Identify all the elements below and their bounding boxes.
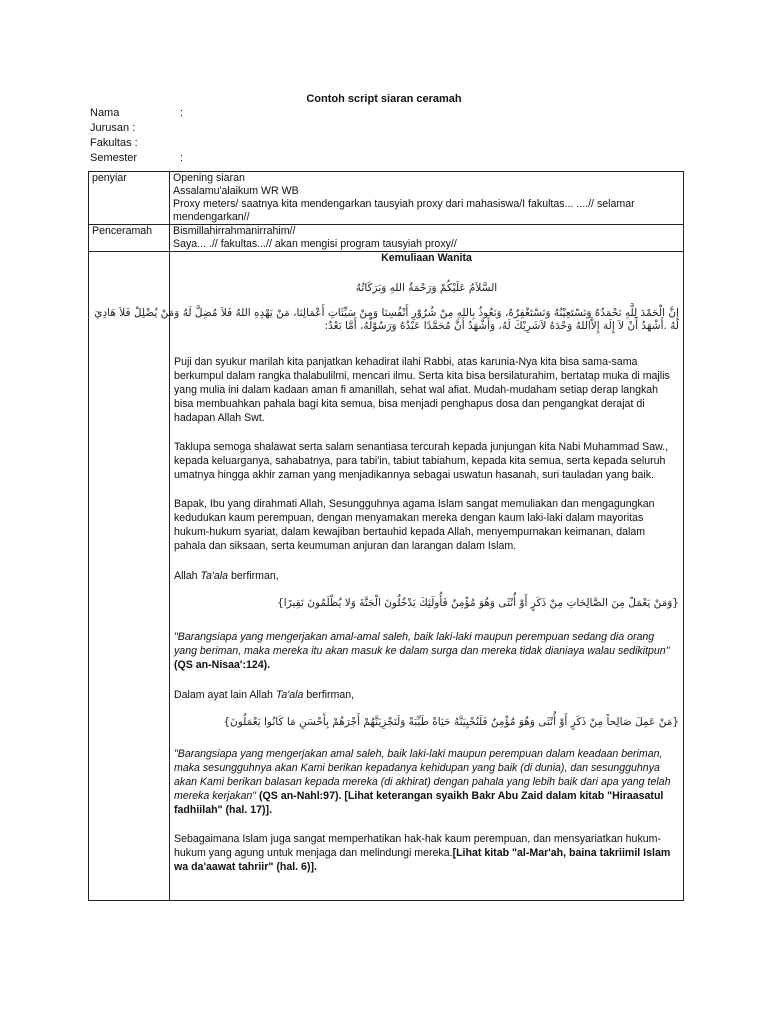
info-label: Semester (90, 152, 138, 164)
info-label: Jurusan (90, 122, 130, 134)
quote-2-ref: (QS an-Nahl:97). [Lihat keterangan syaikh Bakr Abu Zaid dalam kitab "Hiraasatul fadhiilah" (hal. 17)]. (174, 790, 664, 816)
info-fakultas (90, 136, 138, 151)
student-info (90, 106, 184, 166)
paragraph-6 (174, 832, 679, 874)
p4-post: berfirman, (228, 570, 279, 582)
role-cell: penyiar (89, 172, 170, 225)
info-label: Fakultas (90, 137, 132, 149)
script-line: Saya... .// fakultas...// akan mengisi program tausyiah proxy// (173, 238, 457, 250)
quote-2 (174, 747, 679, 817)
info-sep: : (134, 137, 138, 149)
p5-italic: Ta'ala (275, 689, 304, 701)
info-sep: : (132, 122, 136, 134)
p6-ref: [Lihat kitab "al-Mar'ah, baina takriimil Islam wa da'aawat tahriir" (hal. 6)]. (174, 847, 671, 873)
paragraph-5 (174, 688, 679, 702)
script-cell (170, 225, 684, 252)
p4-pre: Allah (174, 570, 201, 582)
arabic-ayah-1: {وَمَنْ يَعْمَلْ مِنَ الصَّالِحَاتِ مِنْ ذَكَرٍ أَوْ أُنْثَى وَهُوَ مُؤْمِنٌ فَأُولَئِكَ يَدْخُلُونَ الْجَنَّةَ وَلا يُظْلَمُونَ نَقِيرًا} (277, 597, 679, 609)
script-line: Bismillahirrahmanirrahim// (173, 225, 296, 237)
info-label: Nama (90, 107, 120, 119)
paragraph-1: Puji dan syukur marilah kita panjatkan kehadirat ilahi Rabbi, atas karunia-Nya kita bisa sama-sama berkumpul dalam rangka thalabulilmi, mencari ilmu. Serta kita bisa bersilaturahim, bertatap muka di majlis yang mulia ini dalam kadaan aman fi amanillah, sehat wal afiat. Mudah-mudaham setiap derap langkah bisa membuahkan pahala bagi kita semua, bisa menjadi penghapus dosa dan pengangkat derajat di hadapan Allah Swt. (174, 356, 670, 424)
row-content (89, 252, 684, 901)
script-line: Proxy meters/ saatnya kita mendengarkan tausyiah proxy dari mahasiswa/I fakultas... ....// selamar (173, 198, 635, 210)
script-line: mendengarkan// (173, 211, 250, 223)
quote-1-text: "Barangsiapa yang mengerjakan amal-amal saleh, baik laki-laki maupun perempuan sedang dia orang yang beriman, maka mereka itu akan masuk ke dalam surga dan mereka tidak dianiaya walau sedikitpun" (174, 631, 670, 657)
info-sep: : (180, 107, 184, 119)
arabic-khutbah-line-2: لَهُ .أَشْهَدُ أَنْ لاَ إِلَهَ إِلاَّاللهُ وَحْدَهُ لاَشَرِيْكَ لَهُ، وَأَشْهَدُ أَنَّ مُحَمَّدًا عَبْدُهُ وَرَسُوْلُهُ، أَمَّا بَعْدُ: (324, 320, 679, 332)
info-jurusan (90, 121, 138, 136)
info-sep: : (180, 152, 184, 164)
arabic-ayah-2: {مَنْ عَمِلَ صَالِحاً مِنْ ذَكَرٍ أَوْ أُنْثَى وَهُوَ مُؤْمِنٌ فَلَنُحْيِيَنَّهُ حَيَاةً طَيِّبَةً وَلَنَجْزِيَنَّهُمْ أَجْرَهُمْ بِأَحْسَنِ مَا كَانُوا يَعْمَلُونَ} (223, 716, 679, 728)
quote-1 (174, 630, 679, 672)
arabic-salam: السَّلاَمُ عَلَيْكُمْ وَرَحْمَةُ اللهِ وَبَرَكَاتُهُ (355, 282, 498, 294)
script-table (88, 171, 684, 901)
document-title: Contoh script siaran ceramah (306, 93, 462, 105)
row-penyiar (89, 172, 684, 225)
row-penceramah (89, 225, 684, 252)
quote-2-text: "Barangsiapa yang mengerjakan amal saleh, baik laki-laki maupun perempuan dalam keadaan beriman, maka sesungguhnya akan Kami berikan kepadanya kehidupan yang baik (di dunia), dan sesungguhnya akan Kami berikan balasan kepada mereka (di akhirat) dengan pahala yang lebih baik dari apa yang telah mereka kerjakan" (174, 748, 671, 802)
arabic-khutbah-line-1: إِنَّ الْحَمْدَ لِلَّهِ نَحْمَدُهُ وَنَسْتَعِيْنُهُ وَنَسْتَغْفِرُهُ، وَنَعُوذُ بِاللهِ مِنْ شُرُوْرِ أَنْفُسِنَا وَمِنْ سَيِّئَاتِ أَعْمَالِنَا، مَنْ يَهْدِهِ اللهُ فَلاَ مُضِلَّ لَهُ وَمَنْ يُضْلِلْ فَلاَ هَادِيَ (94, 307, 679, 319)
script-line: Opening siaran (173, 172, 245, 184)
p6-text: Sebagaimana Islam juga sangat memperhatikan hak-hak kaum perempuan, dan mensyariatkan hukum-hukum yang agung untuk menjaga dan melindungi mereka. (174, 833, 661, 859)
section-heading: Kemuliaan Wanita (381, 252, 472, 264)
info-nama (90, 106, 184, 121)
p5-pre: Dalam ayat lain Allah (174, 689, 276, 701)
paragraph-2: Taklupa semoga shalawat serta salam senantiasa tercurah kepada junjungan kita Nabi Muhammad Saw., kepada keluarganya, sahabatnya, para tabi'in, tabiut tabiahum, kepada kita semua, serta kepada seluruh umatnya hingga akhir zaman yang menjadikannya sebagai uswatun hasanah, suri tauladan yang baik. (174, 441, 669, 481)
paragraph-3: Bapak, Ibu yang dirahmati Allah, Sesungguhnya agama Islam sangat memuliakan dan mengagungkan kedudukan kaum perempuan, dengan menyamakan mereka dengan kaum laki-laki dalam mayoritas hukum-hukum syariat, dalam kewajiban bertauhid kepada Allah, menyempurnakan keimanan, dalam pahala dan siksaan, serta keumuman anjuran dan larangan dalam Islam. (174, 498, 655, 552)
role-cell: Penceramah (89, 225, 170, 252)
content-cell (94, 252, 684, 901)
p4-italic: Ta'ala (200, 570, 229, 582)
role-cell-empty (89, 252, 170, 901)
p5-post: berfirman, (303, 689, 355, 701)
script-cell (170, 172, 684, 225)
paragraph-4 (174, 569, 679, 583)
quote-1-ref: (QS an-Nisaa':124). (174, 659, 271, 671)
script-line: Assalamu'alaikum WR WB (173, 185, 299, 197)
info-semester (90, 151, 184, 166)
